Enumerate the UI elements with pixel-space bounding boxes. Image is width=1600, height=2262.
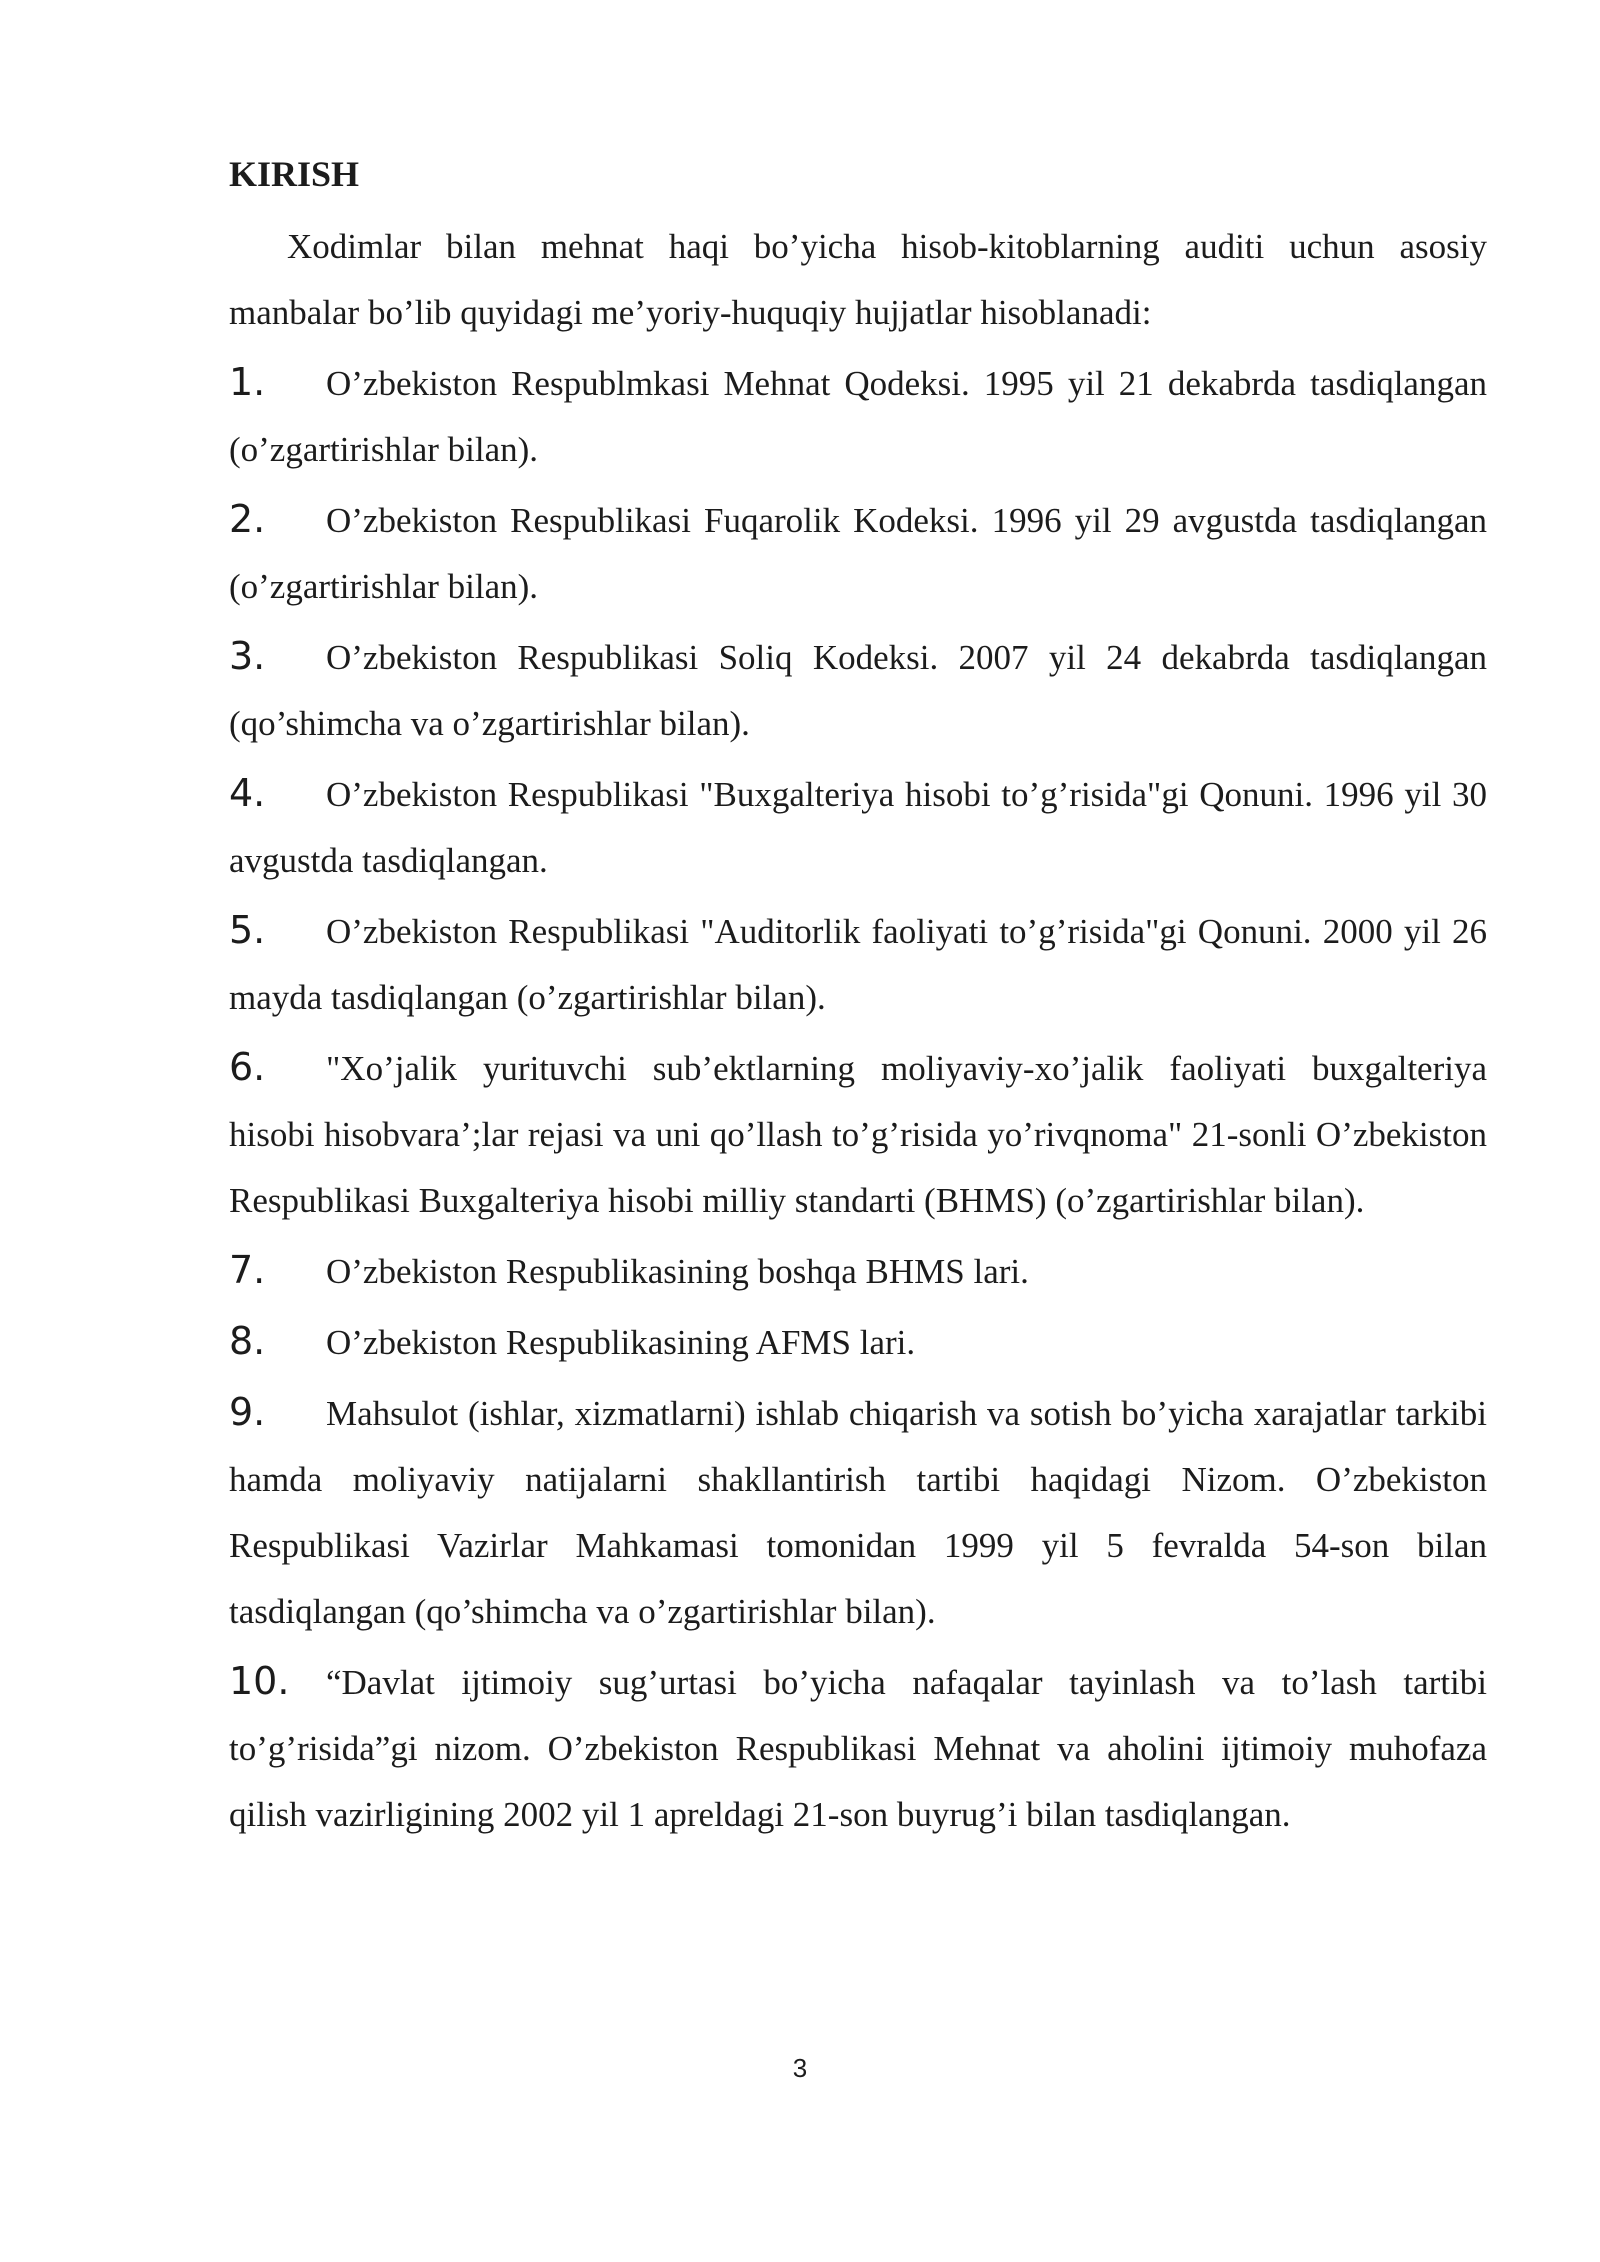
list-item (229, 1648, 1487, 1848)
list-item (229, 1379, 1487, 1645)
list-item-number: 1. (229, 360, 266, 404)
list-item-text: O’zbekiston Respublikasi "Auditorlik faoliyati to’g’risida"gi Qonuni. 2000 yil 26 mayda tasdiqlangan (o’zgartirishlar bilan). (229, 912, 1487, 1017)
list-item-number: 9. (229, 1390, 266, 1434)
list-item (229, 623, 1487, 757)
list-item (229, 1237, 1487, 1305)
list-item-text: "Xo’jalik yurituvchi sub’ektlarning moliyaviy-xo’jalik faoliyati buxgalteriya hisobi hisobvara’;lar rejasi va uni qo’llash to’g’risida yo’rivqnoma" 21-sonli O’zbekiston Respublikasi Buxgalteriya hisobi milliy standarti (BHMS) (o’zgartirishlar bilan). (229, 1049, 1487, 1220)
list-item (229, 349, 1487, 483)
list-item-number: 7. (229, 1248, 266, 1292)
list-item-number: 4. (229, 771, 266, 815)
section-heading: KIRISH (229, 154, 360, 194)
list-item-text: O’zbekiston Respublmkasi Mehnat Qodeksi. 1995 yil 21 dekabrda tasdiqlangan (o’zgartirishlar bilan). (229, 364, 1487, 469)
page-number: 3 (792, 2053, 808, 2083)
list-item-number: 10. (229, 1659, 290, 1703)
list-item-number: 2. (229, 497, 266, 541)
list-item-number: 6. (229, 1045, 266, 1089)
list-item (229, 1034, 1487, 1234)
list-item-text: Mahsulot (ishlar, xizmatlarni) ishlab chiqarish va sotish bo’yicha xarajatlar tarkibi hamda moliyaviy natijalarni shakllantirish tartibi haqidagi Nizom. O’zbekiston Respublikasi Vazirlar Mahkamasi tomonidan 1999 yil 5 fevralda 54-son bilan tasdiqlangan (qo’shimcha va o’zgartirishlar bilan). (229, 1394, 1487, 1631)
list-item (229, 760, 1487, 894)
list-item-number: 5. (229, 908, 266, 952)
list-item-text: O’zbekiston Respublikasi "Buxgalteriya hisobi to’g’risida"gi Qonuni. 1996 yil 30 avgustda tasdiqlangan. (229, 775, 1487, 880)
intro-paragraph: Xodimlar bilan mehnat haqi bo’yicha hisob-kitoblarning auditi uchun asosiy manbalar bo’lib quyidagi me’yoriy-huquqiy hujjatlar hisoblanadi: (229, 227, 1487, 332)
list-item-text: O’zbekiston Respublikasining AFMS lari. (326, 1323, 916, 1362)
list-item-number: 3. (229, 634, 266, 678)
list-item (229, 1308, 1487, 1376)
list-item-number: 8. (229, 1319, 266, 1363)
list-item-text: O’zbekiston Respublikasining boshqa BHMS lari. (326, 1252, 1029, 1291)
list-item-text: O’zbekiston Respublikasi Soliq Kodeksi. 2007 yil 24 dekabrda tasdiqlangan (qo’shimcha va o’zgartirishlar bilan). (229, 638, 1487, 743)
legal-sources-list (229, 349, 1487, 1848)
list-item-text: O’zbekiston Respublikasi Fuqarolik Kodeksi. 1996 yil 29 avgustda tasdiqlangan (o’zgartirishlar bilan). (229, 501, 1487, 606)
list-item-text: “Davlat ijtimoiy sug’urtasi bo’yicha nafaqalar tayinlash va to’lash tartibi to’g’risida”gi nizom. O’zbekiston Respublikasi Mehnat va aholini ijtimoiy muhofaza qilish vazirligining 2002 yil 1 apreldagi 21-son buyrug’i bilan tasdiqlangan. (229, 1663, 1487, 1834)
list-item (229, 897, 1487, 1031)
document-page (229, 150, 1487, 1851)
list-item (229, 486, 1487, 620)
